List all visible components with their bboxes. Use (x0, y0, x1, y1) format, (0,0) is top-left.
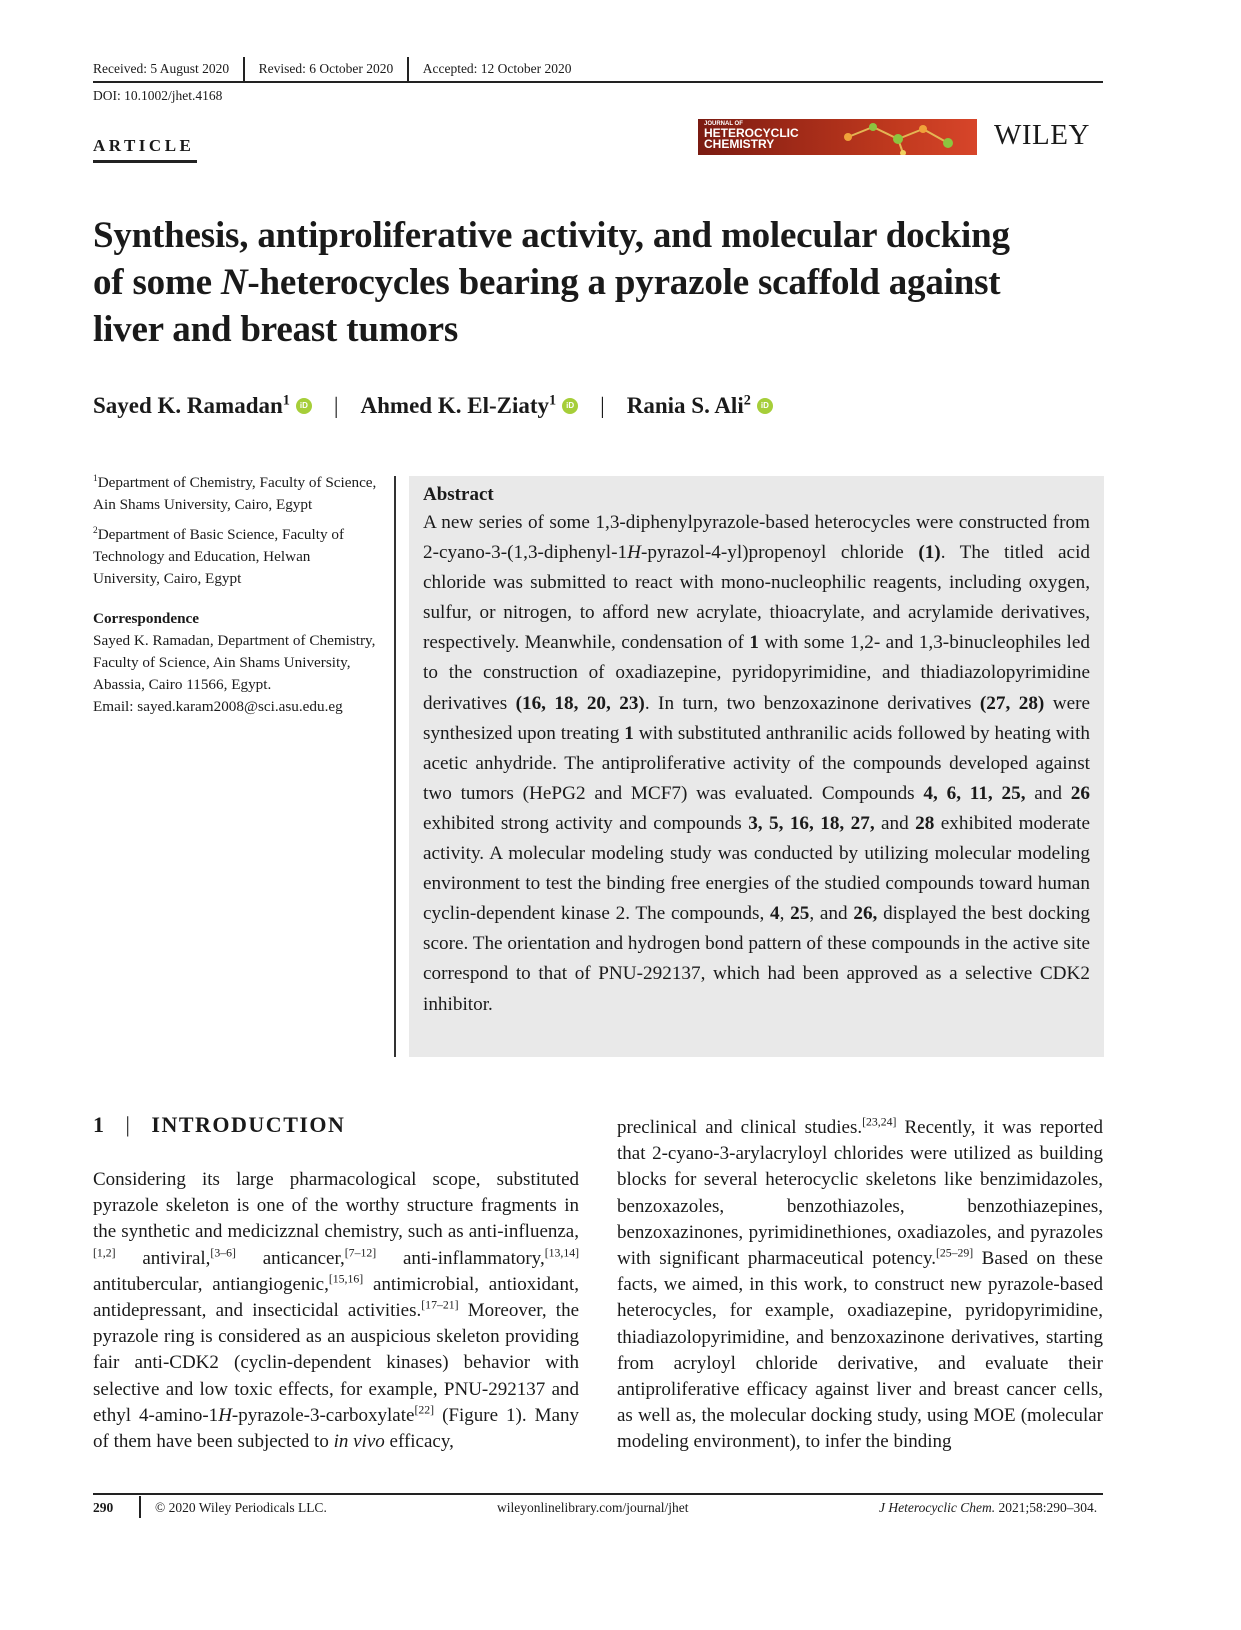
section-title: INTRODUCTION (151, 1112, 346, 1137)
affiliations (93, 472, 378, 718)
abstract-text: A new series of some 1,3-diphenylpyrazole-based heterocycles were constructed from 2-cyano-3-(1,3-diphenyl-1H-pyrazol-4-yl)propenoyl chloride (1). The titled acid chloride was submitted to react with mono-nucleophilic reagents, including oxygen, sulfur, or nitrogen, to afford new acrylate, thioacrylate, and acrylamide derivatives, respectively. Meanwhile, condensation of 1 with some 1,2- and 1,3-binucleophiles led to the construction of oxadiazepine, pyridopyrimidine, and thiadiazolopyrimidine derivatives (16, 18, 20, 23). In turn, two benzoxazinone derivatives (27, 28) were synthesized upon treating 1 with substituted anthranilic acids followed by heating with acetic anhydride. The antiproliferative activity of the compounds developed against two tumors (HePG2 and MCF7) was evaluated. Compounds 4, 6, 11, 25, and 26 exhibited strong activity and compounds 3, 5, 16, 18, 27, and 28 exhibited moderate activity. A molecular modeling study was conducted by utilizing molecular modeling environment to test the binding free energies of the studied compounds toward human cyclin-dependent kinase 2. The compounds, 4, 25, and 26, displayed the best docking score. The orientation and hydrogen bond pattern of these compounds in the active site correspond to that of PNU-292137, which had been approved as a selective CDK2 inhibitor. (423, 512, 1091, 1015)
title-line: of some N-heterocycles bearing a pyrazole scaffold against (93, 262, 1001, 303)
citation-ref[interactable]: [22] (414, 1403, 435, 1417)
correspondence-text: Sayed K. Ramadan, Department of Chemistry, Faculty of Science, Ain Shams University, Abassia, Cairo 11566, Egypt. (93, 632, 376, 693)
journal-logo[interactable] (698, 119, 977, 155)
author-list (93, 393, 773, 419)
citation-ref[interactable]: [23,24] (862, 1115, 897, 1129)
intro-paragraph-continued: preclinical and clinical studies.[23,24] Recently, it was reported that 2-cyano-3-arylacryloyl chlorides were utilized as building blocks for several heterocyclic skeletons like benzimidazoles, benzoxazoles, benzothiazoles, benzothiazepines, benzoxazinones, pyrimidinethiones, oxadiazoles, and pyrazoles with significant pharmaceutical potency.[25–29] Based on these facts, we aimed, in this work, to construct new pyrazole-based heterocycles, for example, oxadiazepine, pyridopyrimidine, thiadiazolopyrimidine, and benzoxazinone derivatives, starting from acryloyl chloride derivative, and evaluate their antiproliferative efficacy against liver and breast cancer cells, as well as, the molecular docking study, using MOE (molecular modeling environment), to infer the binding (617, 1115, 1103, 1453)
author[interactable]: Sayed K. Ramadan$^1$ (93, 392, 290, 418)
publisher-logo[interactable]: WILEY (994, 119, 1090, 151)
article-type-label: ARTICLE (93, 136, 195, 155)
intro-paragraph: Considering its large pharmacological scope, substituted pyrazole skeleton is one of the worthy structure fragments in the synthetic and medicizznal chemistry, such as anti-influenza,[1,2] antiviral,[3–6] anticancer,[7–12] anti-inflammatory,[13,14] antitubercular, antiangiogenic,[15,16] antimicrobial, antioxidant, antidepressant, and insecticidal activities.[17–21] Moreover, the pyrazole ring is considered as an auspicious skeleton providing fair anti-CDK2 (cyclin-dependent kinases) behavior with selective and low toxic effects, for example, PNU-292137 and ethyl 4-amino-1H-pyrazole-3-carboxylate[22] (Figure 1). Many of them have been subjected to in vivo efficacy, (93, 1169, 580, 1453)
journal-url[interactable]: wileyonlinelibrary.com/journal/jhet (497, 1500, 689, 1515)
copyright: © 2020 Wiley Periodicals LLC. (155, 1500, 327, 1515)
section-number: 1 (93, 1112, 106, 1137)
footer-divider (139, 1496, 141, 1518)
affiliation: $^2$Department of Basic Science, Faculty of Technology and Education, Helwan University, Cairo, Egypt (93, 525, 344, 587)
citation-ref[interactable]: [17–21] (421, 1298, 459, 1312)
received-date: Received: 5 August 2020 (93, 61, 230, 76)
citation-info: J Heterocyclic Chem. 2021;58:290–304. (879, 1500, 1098, 1515)
correspondence-email[interactable]: Email: sayed.karam2008@sci.asu.edu.eg (93, 698, 343, 715)
correspondence (93, 608, 378, 718)
citation-ref[interactable]: [25–29] (935, 1246, 974, 1260)
date-header (93, 57, 586, 81)
abstract-heading: Abstract (423, 484, 494, 505)
citation-ref[interactable]: [3–6] (210, 1246, 236, 1260)
section-heading (93, 1112, 345, 1138)
abstract-box (409, 476, 1104, 1057)
journal-logo-line: CHEMISTRY (704, 137, 775, 151)
revised-date: Revised: 6 October 2020 (258, 61, 394, 76)
orcid-icon[interactable]: iD (757, 398, 773, 414)
orcid-icon[interactable]: iD (562, 398, 578, 414)
accepted-date: Accepted: 12 October 2020 (422, 61, 572, 76)
citation-ref[interactable]: [7–12] (344, 1246, 377, 1260)
author-separator: | (600, 393, 605, 418)
citation-ref[interactable]: [1,2] (93, 1246, 116, 1260)
orcid-icon[interactable]: iD (296, 398, 312, 414)
journal-logo-text (704, 121, 799, 150)
page-number: 290 (93, 1500, 114, 1515)
header-rule (93, 81, 1103, 83)
citation-ref[interactable]: [13,14] (544, 1246, 580, 1260)
doi[interactable]: DOI: 10.1002/jhet.4168 (93, 88, 223, 103)
article-label-underline (93, 160, 197, 163)
author[interactable]: Rania S. Ali$^2$ (626, 392, 751, 418)
abstract-rule (394, 476, 396, 1057)
citation-ref[interactable]: [15,16] (328, 1272, 364, 1286)
author-separator: | (333, 393, 339, 418)
section-separator: | (125, 1112, 132, 1137)
paper-title (93, 212, 1113, 353)
affiliation: $^1$Department of Chemistry, Faculty of Science, Ain Shams University, Cairo, Egypt (93, 473, 377, 513)
title-line: Synthesis, antiproliferative activity, and molecular docking (93, 215, 1010, 256)
footer-rule (93, 1493, 1103, 1495)
journal-logo-line: HETEROCYCLIC (704, 126, 799, 140)
title-line: liver and breast tumors (93, 309, 459, 350)
journal-logo-line: JOURNAL OF (704, 121, 743, 127)
correspondence-heading: Correspondence (93, 610, 200, 627)
author[interactable]: Ahmed K. El-Ziaty$^1$ (360, 392, 557, 418)
